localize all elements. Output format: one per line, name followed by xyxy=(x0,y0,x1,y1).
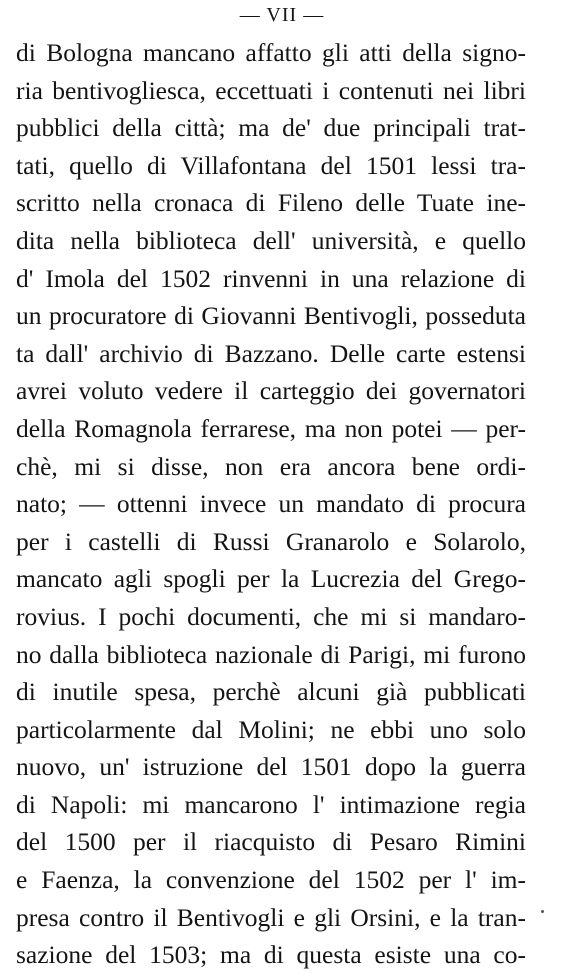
text-line-2: ria bentivogliesca, eccettuati i contenuti nei libri xyxy=(16,75,526,105)
text-line-7: d' Imola del 1502 rinvenni in una relazione di xyxy=(16,263,526,293)
text-line-22: del 1500 per il riacquisto di Pesaro Rimini xyxy=(16,827,526,857)
text-line-4: tati, quello di Villafontana del 1501 lessi tra- xyxy=(16,150,526,180)
text-line-15: mancato agli spogli per la Lucrezia del Grego- xyxy=(16,564,526,594)
text-line-11: della Romagnola ferrarese, ma non potei — per- xyxy=(16,413,526,443)
text-line-8: un procuratore di Giovanni Bentivogli, posseduta xyxy=(16,301,526,331)
text-line-6: dita nella biblioteca dell' università, e quello xyxy=(16,225,526,255)
text-line-23: e Faenza, la convenzione del 1502 per l' im- xyxy=(16,865,526,895)
text-line-24: presa contro il Bentivogli e gli Orsini, e la tran- xyxy=(16,902,526,932)
text-line-1: di Bologna mancano affatto gli atti della signo- xyxy=(16,38,526,67)
text-line-19: particolarmente dal Molini; ne ebbi uno solo xyxy=(16,714,526,744)
ink-speck xyxy=(541,910,544,913)
text-line-21: di Napoli: mi mancarono l' intimazione regia xyxy=(16,789,526,819)
text-line-12: chè, mi si disse, non era ancora bene ordi- xyxy=(16,451,526,481)
text-line-16: rovius. I pochi documenti, che mi si mandaro- xyxy=(16,601,526,631)
text-line-14: per i castelli di Russi Granarolo e Solarolo, xyxy=(16,526,526,556)
text-line-20: nuovo, un' istruzione del 1501 dopo la guerra xyxy=(16,752,526,782)
text-line-9: ta dall' archivio di Bazzano. Delle carte estensi xyxy=(16,338,526,368)
text-line-18: di inutile spesa, perchè alcuni già pubblicati xyxy=(16,677,526,707)
text-line-10: avrei voluto vedere il carteggio dei governatori xyxy=(16,376,526,406)
text-line-3: pubblici della città; ma de' due principali trat- xyxy=(16,113,526,143)
page-number: — VII — xyxy=(239,4,325,26)
text-line-13: nato; — ottenni invece un mandato di procura xyxy=(16,489,526,519)
body-text xyxy=(16,34,526,974)
text-line-17: no dalla biblioteca nazionale di Parigi, mi furono xyxy=(16,639,526,669)
text-line-25: sazione del 1503; ma di questa esiste una co- xyxy=(16,940,526,970)
text-line-5: scritto nella cronaca di Fileno delle Tuate ine- xyxy=(16,188,526,218)
